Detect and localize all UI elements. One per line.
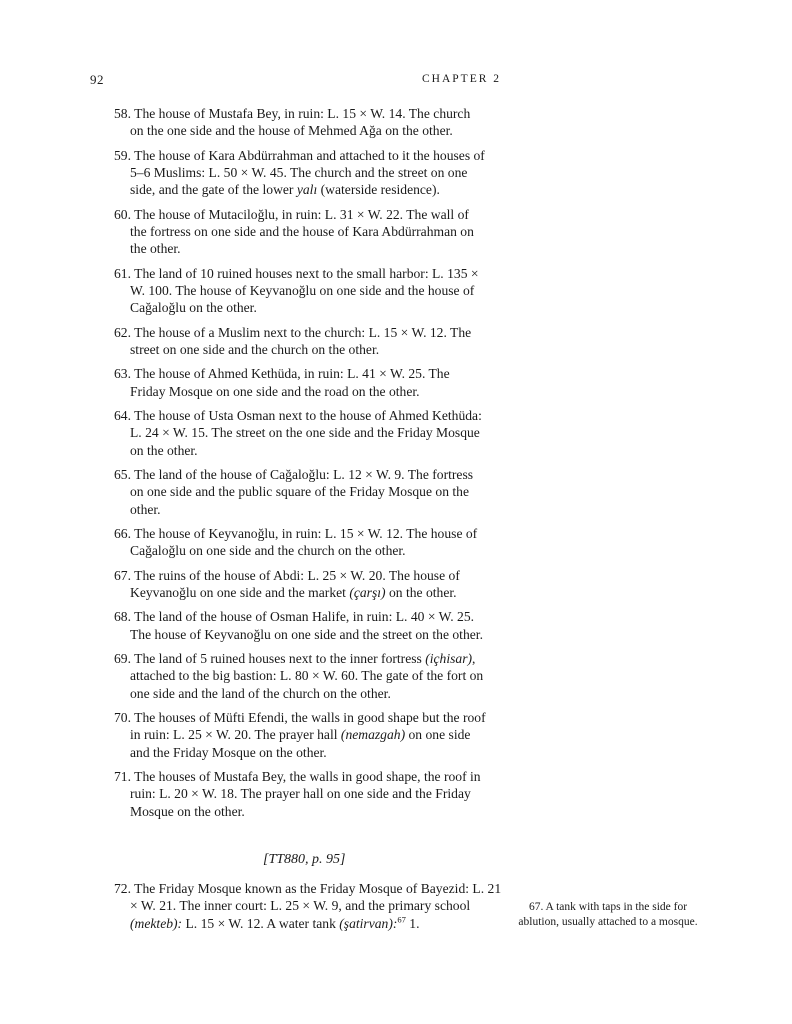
list-item [114,608,486,643]
list-item [114,650,486,702]
italic-term: (mekteb): [130,915,183,931]
entry-text: on the other. [385,584,457,600]
source-reference: [TT880, p. 95] [263,852,346,867]
entry-72 [114,880,502,932]
entry-text: 66. The house of Keyvanoğlu, in ruin: L. 15 × W. 12. The house of Cağaloğlu on one side and the church on the other. [114,525,478,559]
italic-term: (şatirvan): [339,915,398,931]
entry-text: 59. The house of Kara Abdürrahman and attached to it the houses of 5–6 Muslims: L. 50 × W. 45. The church and the street on one side, and the gate of the lower [114,147,485,198]
entry-text: (waterside residence). [317,182,440,198]
footnote-marker: 67 [397,914,406,925]
list-item [114,567,486,602]
entry-text: , attached to the big bastion: L. 80 × W. 60. The gate of the fort on one side and the land of the church on the other. [130,650,484,701]
list-item [114,466,486,518]
running-head: CHAPTER 2 [422,73,502,85]
list-item [114,206,486,258]
entry-text: 63. The house of Ahmed Kethüda, in ruin: L. 41 × W. 25. The Friday Mosque on one side and the road on the other. [114,366,450,399]
entry-text: on one side and the Friday Mosque on the other. [130,727,471,760]
entry-text: 1. [405,915,420,931]
entry-text: 58. The house of Mustafa Bey, in ruin: L. 15 × W. 14. The church on the one side and the house of Mehmed Ağa on the other. [114,106,471,139]
list-item [114,324,486,359]
entry-text: 72. The Friday Mosque known as the Friday Mosque of Bayezid: L. 21 × W. 21. The inner court: L. 25 × W. 9, and the primary school [114,881,502,914]
list-item [114,105,486,140]
entry-text: 70. The houses of Müfti Efendi, the walls in good shape but the roof in ruin: L. 25 × W. 20. The prayer hall [114,709,486,743]
entry-text: 62. The house of a Muslim next to the church: L. 15 × W. 12. The street on one side and the church on the other. [114,324,472,358]
entry-text: 61. The land of 10 ruined houses next to the small harbor: L. 135 × W. 100. The house of Keyvanoğlu on one side and the house of Cağaloğlu on the other. [114,265,479,316]
entry-text: 68. The land of the house of Osman Halife, in ruin: L. 40 × W. 25. The house of Keyvanoğlu on one side and the street on the other. [114,609,483,642]
list-item [114,407,486,459]
entry-text: 65. The land of the house of Cağaloğlu: L. 12 × W. 9. The fortress on one side and the public square of the Friday Mosque on the other. [114,466,474,517]
list-item [114,525,486,560]
italic-term: (içhisar) [425,650,473,666]
entry-text: 60. The house of Mutaciloğlu, in ruin: L. 31 × W. 22. The wall of the fortress on one side and the house of Kara Abdürrahman on the other. [114,206,474,257]
italic-term: (nemazgah) [340,727,406,743]
italic-term: (çarşı) [349,584,386,600]
footnote: 67. A tank with taps in the side for ablution, usually attached to a mosque. [518,901,698,928]
list-item [114,147,486,199]
list-item [114,709,486,761]
entry-text: 67. The ruins of the house of Abdi: L. 25 × W. 20. The house of Keyvanoğlu on one side and the market [114,567,460,600]
italic-term: yalı [296,182,318,198]
entry-list [114,105,486,827]
page-number: 92 [90,72,104,87]
entry-text: 71. The houses of Mustafa Bey, the walls in good shape, the roof in ruin: L. 20 × W. 18. The prayer hall on one side and the Friday Mosque on the other. [114,768,481,819]
entry-text: L. 15 × W. 12. A water tank [182,915,340,931]
list-item [114,265,486,317]
list-item [114,768,486,820]
entry-text: 64. The house of Usta Osman next to the house of Ahmed Kethüda: L. 24 × W. 15. The street on the one side and the Friday Mosque on the other. [114,407,482,458]
entry-text: 69. The land of 5 ruined houses next to the inner fortress [114,650,426,666]
list-item [114,365,486,400]
